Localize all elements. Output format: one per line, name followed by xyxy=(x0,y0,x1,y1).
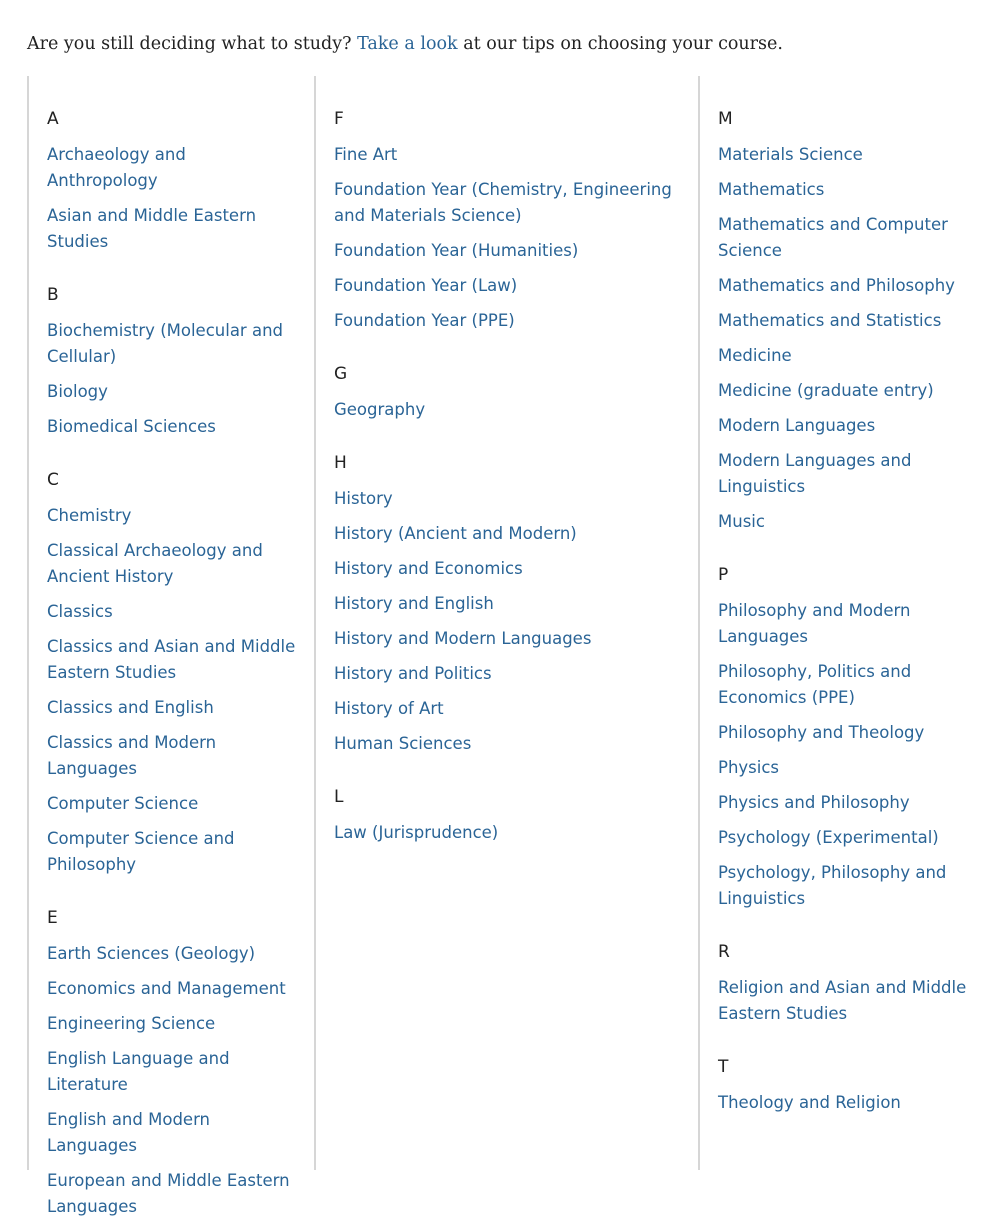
course-link[interactable]: Physics and Philosophy xyxy=(718,793,910,812)
course-list xyxy=(334,820,698,846)
course-link[interactable]: Asian and Middle Eastern Studies xyxy=(47,206,257,251)
course-link[interactable]: Law (Jurisprudence) xyxy=(334,823,499,842)
list-item xyxy=(718,273,1002,299)
list-item xyxy=(47,599,314,625)
course-link[interactable]: Classics and Asian and Middle Eastern Studies xyxy=(47,637,296,682)
list-item xyxy=(718,448,1002,500)
list-item xyxy=(334,486,698,512)
list-item xyxy=(47,538,314,590)
intro-after-link: at our tips on choosing your course. xyxy=(457,33,783,54)
course-link[interactable]: History and English xyxy=(334,594,494,613)
course-link[interactable]: Biochemistry (Molecular and Cellular) xyxy=(47,321,283,366)
letter-heading: H xyxy=(334,453,347,473)
letter-group-c xyxy=(47,449,314,878)
course-link[interactable]: Mathematics and Computer Science xyxy=(718,215,948,260)
list-item xyxy=(47,1046,314,1098)
course-link[interactable]: Philosophy, Politics and Economics (PPE) xyxy=(718,662,912,707)
course-list xyxy=(334,486,698,757)
list-item xyxy=(334,142,698,168)
list-item xyxy=(718,308,1002,334)
list-item xyxy=(334,397,698,423)
course-link[interactable]: European and Middle Eastern Languages xyxy=(47,1171,290,1216)
list-item xyxy=(718,975,1002,1027)
list-item xyxy=(334,696,698,722)
course-link[interactable]: English Language and Literature xyxy=(47,1049,230,1094)
letter-heading: F xyxy=(334,109,344,129)
course-link[interactable]: Classics and Modern Languages xyxy=(47,733,217,778)
tips-link[interactable]: Take a look xyxy=(357,33,458,54)
course-link[interactable]: Mathematics and Statistics xyxy=(718,311,942,330)
course-link[interactable]: Modern Languages and Linguistics xyxy=(718,451,912,496)
course-link[interactable]: Mathematics and Philosophy xyxy=(718,276,955,295)
course-link[interactable]: Foundation Year (Humanities) xyxy=(334,241,579,260)
course-link[interactable]: Earth Sciences (Geology) xyxy=(47,944,256,963)
list-item xyxy=(718,378,1002,404)
course-link[interactable]: Modern Languages xyxy=(718,416,876,435)
letter-heading: E xyxy=(47,908,58,928)
list-item xyxy=(47,142,314,194)
intro-text xyxy=(27,31,783,57)
list-item xyxy=(47,1168,314,1220)
letter-group-m xyxy=(718,76,1002,535)
list-item xyxy=(718,177,1002,203)
letter-group-h xyxy=(334,432,698,757)
course-link[interactable]: History and Economics xyxy=(334,559,523,578)
letter-group-r xyxy=(718,921,1002,1027)
list-item xyxy=(47,634,314,686)
course-list xyxy=(334,142,698,334)
list-item xyxy=(334,661,698,687)
list-item xyxy=(47,695,314,721)
list-item xyxy=(47,379,314,405)
list-item xyxy=(718,825,1002,851)
list-item xyxy=(47,1011,314,1037)
list-item xyxy=(718,860,1002,912)
course-link[interactable]: Medicine xyxy=(718,346,792,365)
letter-heading: R xyxy=(718,942,730,962)
course-link[interactable]: Foundation Year (PPE) xyxy=(334,311,515,330)
course-link[interactable]: Classical Archaeology and Ancient History xyxy=(47,541,263,586)
course-link[interactable]: History and Politics xyxy=(334,664,492,683)
course-column-2 xyxy=(314,76,698,1170)
course-link[interactable]: Geography xyxy=(334,400,426,419)
letter-group-l xyxy=(334,766,698,846)
list-item xyxy=(334,731,698,757)
letter-group-b xyxy=(47,264,314,440)
list-item xyxy=(718,598,1002,650)
course-link[interactable]: Archaeology and Anthropology xyxy=(47,145,186,190)
list-item xyxy=(47,976,314,1002)
course-list xyxy=(718,975,1002,1027)
letter-heading: P xyxy=(718,565,729,585)
course-link[interactable]: Foundation Year (Chemistry, Engineering and Materials Science) xyxy=(334,180,672,225)
list-item xyxy=(718,343,1002,369)
letter-heading: B xyxy=(47,285,59,305)
course-column-1 xyxy=(27,76,314,1216)
course-link[interactable]: Classics xyxy=(47,602,113,621)
course-link[interactable]: Engineering Science xyxy=(47,1014,216,1033)
list-item xyxy=(334,820,698,846)
course-list xyxy=(47,503,314,878)
course-link[interactable]: Mathematics xyxy=(718,180,825,199)
course-list xyxy=(718,1090,1002,1116)
course-link[interactable]: Economics and Management xyxy=(47,979,286,998)
list-item xyxy=(47,1107,314,1159)
course-link[interactable]: History of Art xyxy=(334,699,444,718)
course-link[interactable]: Medicine (graduate entry) xyxy=(718,381,934,400)
list-item xyxy=(334,177,698,229)
course-list xyxy=(718,142,1002,535)
course-link[interactable]: Biology xyxy=(47,382,108,401)
list-item xyxy=(334,626,698,652)
course-link[interactable]: Classics and English xyxy=(47,698,214,717)
course-link[interactable]: Religion and Asian and Middle Eastern Studies xyxy=(718,978,967,1023)
course-list xyxy=(334,397,698,423)
course-list xyxy=(718,598,1002,912)
list-item xyxy=(718,659,1002,711)
letter-heading: G xyxy=(334,364,348,384)
course-link[interactable]: Computer Science and Philosophy xyxy=(47,829,235,874)
course-link[interactable]: Human Sciences xyxy=(334,734,472,753)
letter-heading: C xyxy=(47,470,59,490)
list-item xyxy=(47,791,314,817)
letter-group-p xyxy=(718,544,1002,912)
course-link[interactable]: Materials Science xyxy=(718,145,863,164)
list-item xyxy=(334,521,698,547)
list-item xyxy=(334,308,698,334)
list-item xyxy=(47,203,314,255)
course-link[interactable]: Psychology (Experimental) xyxy=(718,828,939,847)
course-link[interactable]: Foundation Year (Law) xyxy=(334,276,518,295)
letter-group-e xyxy=(47,887,314,1220)
letter-heading: M xyxy=(718,109,733,129)
list-item xyxy=(334,556,698,582)
course-list xyxy=(47,941,314,1220)
list-item xyxy=(47,414,314,440)
list-item xyxy=(334,273,698,299)
course-column-3 xyxy=(698,76,1002,1170)
list-item xyxy=(718,790,1002,816)
letter-group-a xyxy=(47,76,314,255)
course-link[interactable]: Music xyxy=(718,512,765,531)
list-item xyxy=(334,238,698,264)
list-item xyxy=(47,941,314,967)
list-item xyxy=(47,318,314,370)
course-link[interactable]: Philosophy and Modern Languages xyxy=(718,601,911,646)
course-link[interactable]: Theology and Religion xyxy=(718,1093,901,1112)
list-item xyxy=(47,826,314,878)
course-link[interactable]: Fine Art xyxy=(334,145,398,164)
letter-group-g xyxy=(334,343,698,423)
intro-before-link: Are you still deciding what to study? xyxy=(27,33,358,54)
list-item xyxy=(718,509,1002,535)
list-item xyxy=(47,730,314,782)
course-link[interactable]: Philosophy and Theology xyxy=(718,723,925,742)
letter-group-t xyxy=(718,1036,1002,1116)
course-link[interactable]: English and Modern Languages xyxy=(47,1110,211,1155)
letter-heading: L xyxy=(334,787,344,807)
course-link[interactable]: History and Modern Languages xyxy=(334,629,592,648)
list-item xyxy=(334,591,698,617)
list-item xyxy=(718,142,1002,168)
course-link[interactable]: Chemistry xyxy=(47,506,132,525)
course-link[interactable]: Psychology, Philosophy and Linguistics xyxy=(718,863,947,908)
course-list xyxy=(47,142,314,255)
course-link[interactable]: Biomedical Sciences xyxy=(47,417,216,436)
course-link[interactable]: Computer Science xyxy=(47,794,199,813)
course-link[interactable]: History xyxy=(334,489,393,508)
list-item xyxy=(718,755,1002,781)
list-item xyxy=(47,503,314,529)
letter-heading: T xyxy=(718,1057,729,1077)
list-item xyxy=(718,720,1002,746)
letter-group-f xyxy=(334,76,698,334)
list-item xyxy=(718,1090,1002,1116)
list-item xyxy=(718,413,1002,439)
letter-heading: A xyxy=(47,109,59,129)
course-list xyxy=(47,318,314,440)
course-link[interactable]: Physics xyxy=(718,758,780,777)
list-item xyxy=(718,212,1002,264)
course-link[interactable]: History (Ancient and Modern) xyxy=(334,524,577,543)
